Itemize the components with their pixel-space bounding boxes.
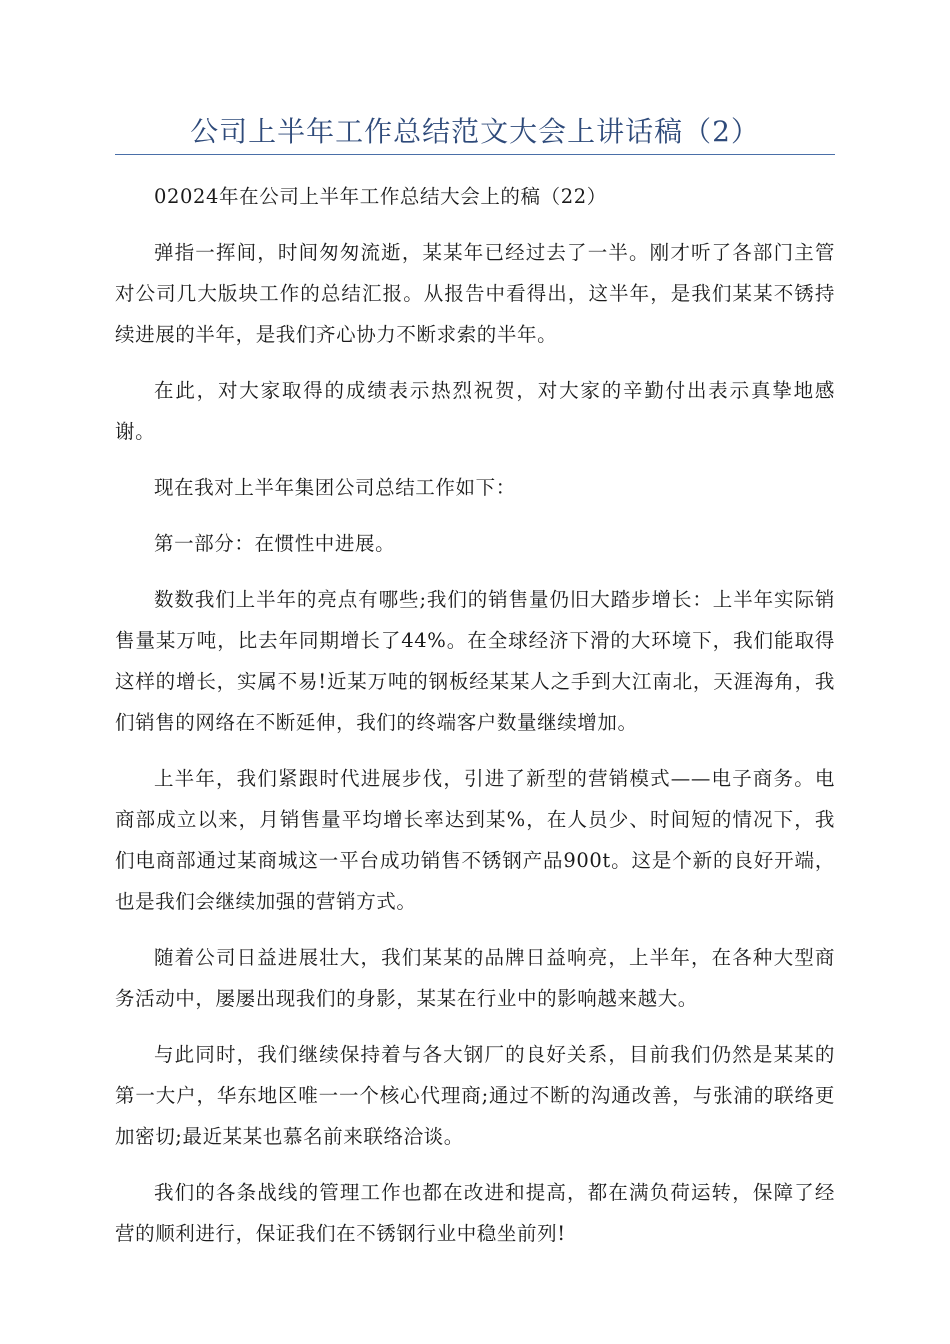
title-underline: [115, 154, 835, 155]
paragraph: 在此，对大家取得的成绩表示热烈祝贺，对大家的辛勤付出表示真挚地感谢。: [115, 379, 835, 443]
paragraph: 现在我对上半年集团公司总结工作如下：: [154, 476, 516, 499]
section-heading: 第一部分：在惯性中进展。: [154, 532, 396, 555]
document-title: 公司上半年工作总结范文大会上讲话稿（2）: [190, 115, 760, 148]
paragraph: 弹指一挥间，时间匆匆流逝，某某年已经过去了一半。刚才听了各部门主管对公司几大版块工作的总结汇报。从报告中看得出，这半年，是我们某某不锈持续进展的半年，是我们齐心协力不断求索的半年。: [115, 241, 835, 346]
paragraph: 与此同时，我们继续保持着与各大钢厂的良好关系，目前我们仍然是某某的第一大户，华东地区唯一一个核心代理商;通过不断的沟通改善，与张浦的联络更加密切;最近某某也慕名前来联络洽谈。: [115, 1043, 835, 1148]
paragraph-subtitle: 02024年在公司上半年工作总结大会上的稿（22）: [154, 185, 607, 208]
paragraph: 上半年，我们紧跟时代进展步伐，引进了新型的营销模式——电子商务。电商部成立以来，月销售量平均增长率达到某%，在人员少、时间短的情况下，我们电商部通过某商城这一平台成功销售不锈钢产品900t。这是个新的良好开端，也是我们会继续加强的营销方式。: [115, 767, 835, 913]
paragraph: 随着公司日益进展壮大，我们某某的品牌日益响亮，上半年，在各种大型商务活动中，屡屡出现我们的身影，某某在行业中的影响越来越大。: [115, 946, 835, 1010]
document-body: [115, 176, 835, 1269]
paragraph: 数数我们上半年的亮点有哪些;我们的销售量仍旧大踏步增长：上半年实际销售量某万吨，比去年同期增长了44%。在全球经济下滑的大环境下，我们能取得这样的增长，实属不易!近某万吨的钢板经某某人之手到大江南北，天涯海角，我们销售的网络在不断延伸，我们的终端客户数量继续增加。: [115, 588, 835, 734]
paragraph: 我们的各条战线的管理工作也都在改进和提高，都在满负荷运转，保障了经营的顺利进行，保证我们在不锈钢行业中稳坐前列!: [115, 1181, 835, 1245]
